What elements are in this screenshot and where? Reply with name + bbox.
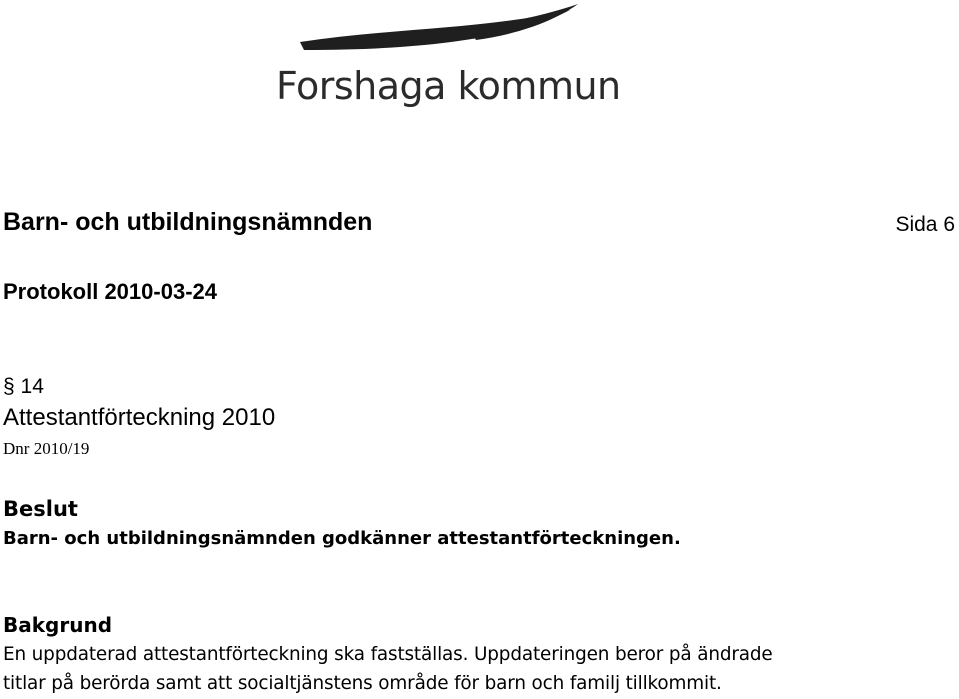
logo-swoosh-graphic: [270, 0, 610, 70]
background-text-line: titlar på berörda samt att socialtjänstens område för barn och familj tillkommit.: [3, 673, 722, 694]
paragraph-number: § 14: [3, 375, 44, 398]
committee-name: Barn- och utbildningsnämnden: [3, 208, 373, 236]
protocol-date: Protokoll 2010-03-24: [3, 279, 217, 304]
background-text-line: En uppdaterad attestantförteckning ska fastställas. Uppdateringen beror på ändrade: [3, 644, 773, 665]
municipality-logo: [270, 0, 621, 120]
background-heading: Bakgrund: [3, 613, 113, 637]
decision-text: Barn- och utbildningsnämnden godkänner attestantförteckningen.: [3, 528, 681, 549]
item-title: Attestantförteckning 2010: [3, 404, 276, 431]
logo-text: Forshaga kommun: [276, 64, 621, 108]
diary-number: Dnr 2010/19: [3, 439, 90, 458]
decision-heading: Beslut: [3, 497, 78, 521]
page-number: Sida 6: [895, 213, 955, 236]
